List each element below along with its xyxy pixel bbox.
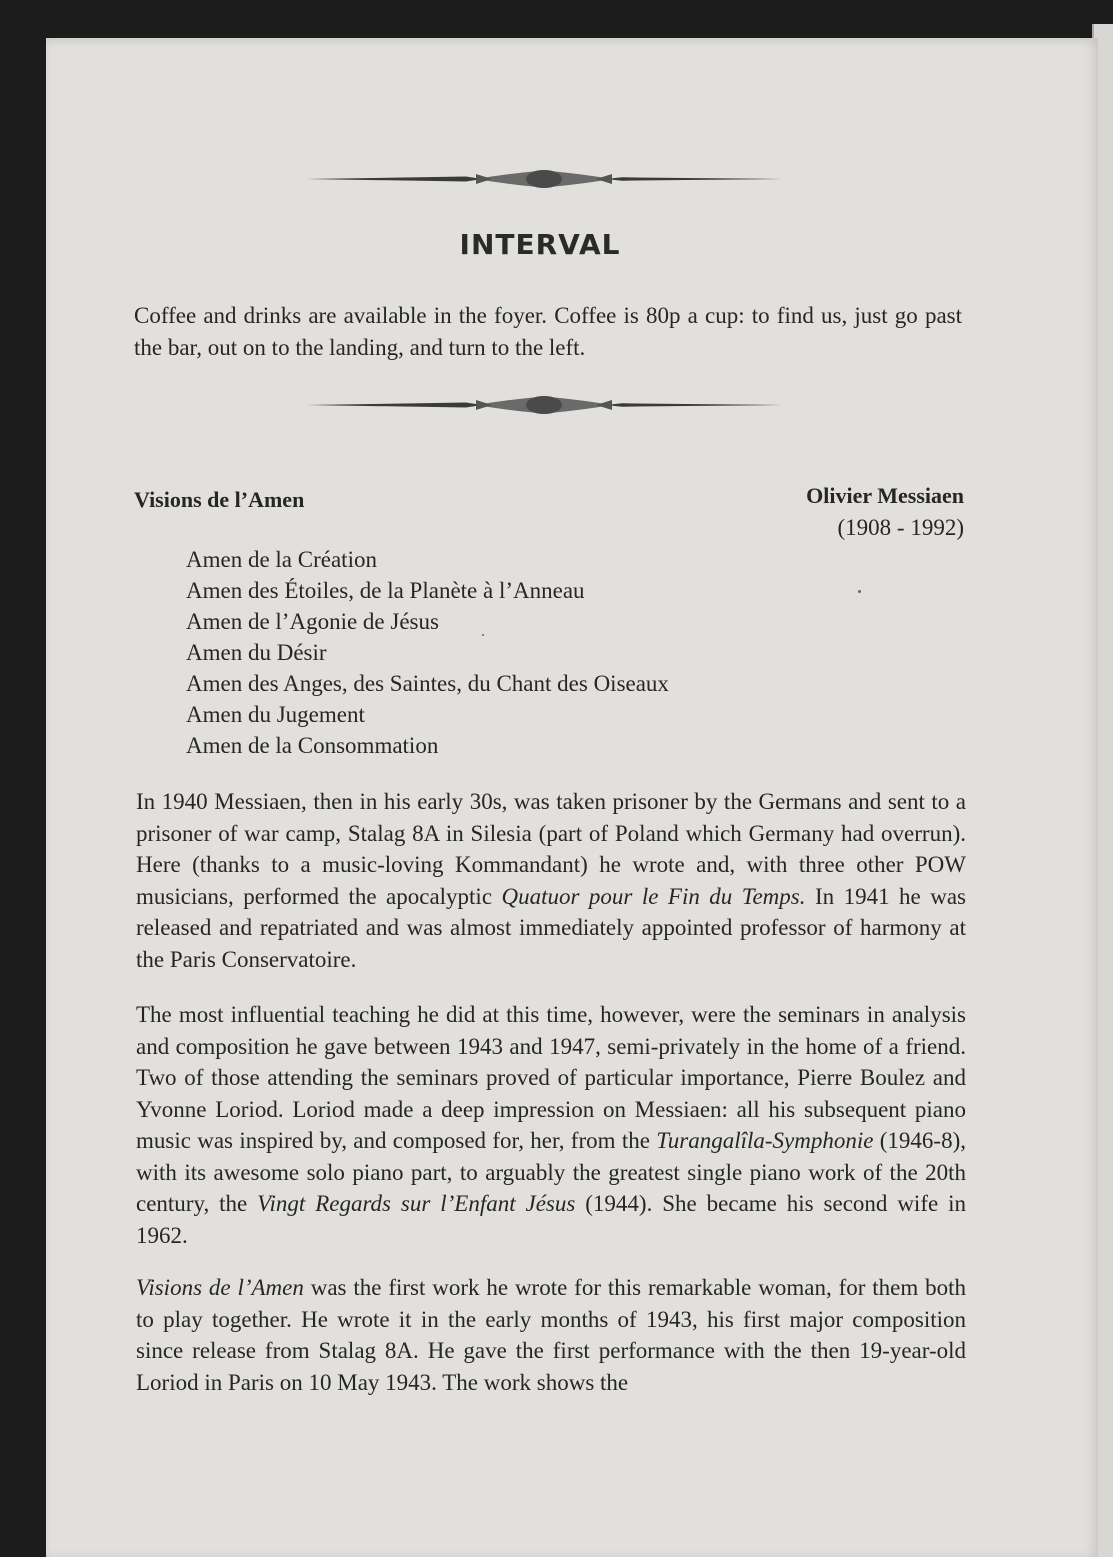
movement-item: Amen du Désir — [186, 640, 327, 665]
paper-speck — [858, 590, 861, 593]
work-title: Turangalîla-Symphonie — [656, 1128, 874, 1153]
work-title: Quatuor pour le Fin du Temps. — [501, 883, 806, 909]
composer-dates: (1908 - 1992) — [837, 515, 964, 540]
movement-item: Amen des Étoiles, de la Planète à l’Anneau — [186, 578, 585, 603]
note-text: The most influential teaching he did at this time, however, were the seminars in analysis and composition he gave between 1943 and 1947, semi-privately in the home of a friend. Two of those attending the seminars proved of particular importance, Pierre Boulez and Yvonne Loriod. Loriod made a deep impression on Messiaen: all his subsequent piano music was inspired by, and composed for, her, from the — [136, 1002, 966, 1153]
note-text: was the first work he wrote for this remarkable woman, for them both to play together. He wrote it in the early months of 1943, his first major composition since release from Stalag 8A. He gave the first performance with the then 19-year-old Loriod in Paris on 10 May 1943. The work shows the — [136, 1275, 966, 1395]
note-text: In 1941 he was released and repatriated and was almost immediately appointed professor of harmony at the Paris Conservatoire. — [136, 883, 966, 972]
composer-name: Olivier Messiaen — [806, 483, 964, 508]
movement-item: Amen du Jugement — [186, 702, 365, 727]
movement-list — [186, 544, 669, 761]
piece-title: Visions de l’Amen — [134, 487, 305, 512]
divider-ornament-icon — [306, 167, 782, 191]
note-text: (1946-8), with its awesome solo piano part, to arguably the greatest single piano work of the 20th century, the — [136, 1128, 967, 1216]
ornamental-divider-top — [306, 167, 782, 191]
interval-notice: Coffee and drinks are available in the foyer. Coffee is 80p a cup: to find us, just go past the bar, out on to the landing, and turn to the left. — [134, 303, 962, 360]
movement-item: Amen des Anges, des Saintes, du Chant des Oiseaux — [186, 671, 669, 696]
movement-item: Amen de l’Agonie de Jésus — [186, 609, 439, 634]
programme-note-paragraph-3 — [136, 1272, 966, 1398]
note-text: (1944). She became his second wife in 1962. — [136, 1191, 966, 1248]
ornamental-divider-bottom — [306, 393, 782, 417]
movement-item: Amen de la Création — [186, 547, 377, 572]
work-title: Vingt Regards sur l’Enfant Jésus — [257, 1191, 576, 1216]
movement-item: Amen de la Consommation — [186, 733, 439, 758]
paper-speck — [482, 634, 484, 636]
programme-note-paragraph-2 — [136, 999, 966, 1251]
note-text: In 1940 Messiaen, then in his early 30s, was taken prisoner by the Germans and sent to a prisoner of war camp, Stalag 8A in Silesia (part of Poland which Germany had overrun). Here (thanks to a music-loving Kommandant) he wrote and, with three other POW musicians, performed the apocalyptic — [136, 789, 966, 909]
programme-note-paragraph-1 — [136, 786, 966, 975]
work-title: Visions de l’Amen — [136, 1275, 304, 1300]
divider-ornament-icon — [306, 393, 782, 417]
interval-heading: INTERVAL — [459, 228, 621, 261]
